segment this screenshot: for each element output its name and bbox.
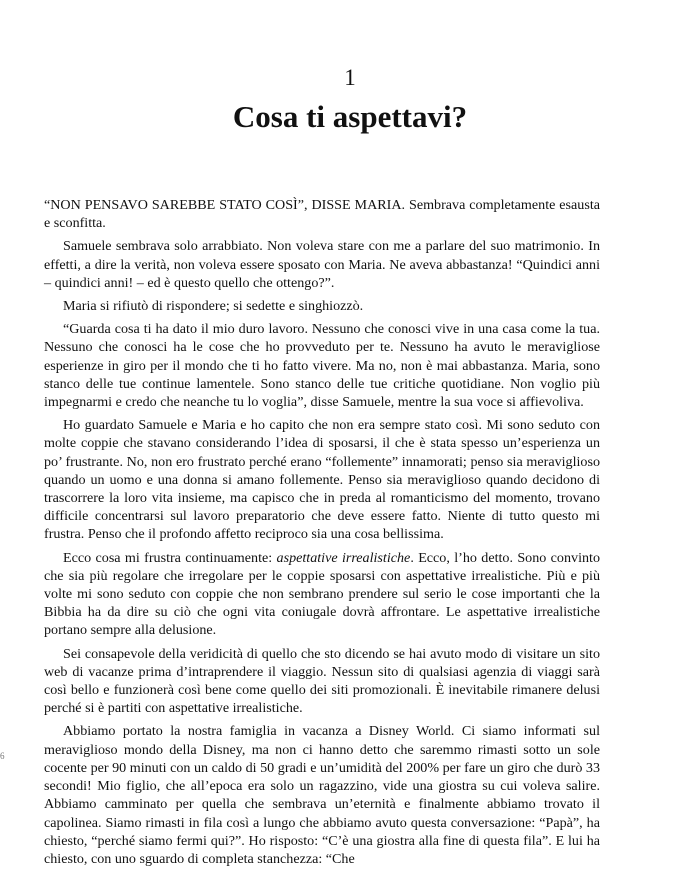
body-paragraph (44, 297, 600, 315)
paragraph-text: Ho guardato Samuele e Maria e ho capito che non era sempre stato così. Mi sono seduto con molte coppie che stavano considerando l’idea di sposarsi, il che è stata spesso un’esperienza un po’ frustrante. No, non ero frustrato perché erano “follemente” innamorati; penso sia meraviglioso quando un uomo e una donna si amano follemente. Penso sia meraviglioso quando decidono di trascorrere la loro vita insieme, ma capisco che in preda al romanticismo del momento, trovano difficile concentrarsi sul lavoro preparatorio che deve essere fatto. Niente di tutto questo mi frustra. Penso che il profondo affetto reciproco sia una cosa bellissima. (44, 417, 600, 543)
italic-emphasis: aspettative irrealistiche (276, 549, 411, 566)
chapter-number: 1 (344, 65, 356, 90)
body-paragraph (44, 237, 600, 292)
paragraph-text: . Ecco, l’ho detto. Sono convinto che sia più regolare che irregolare per le coppie sposarsi con aspettative irrealistiche. Più e più volte mi sono seduto con coppie che non sembrano prendere sul serio le cose importanti che la Bibbia ha da dire su ciò che ogni vita coniugale dovrà affrontare. Le aspettative irrealistiche portano sempre alla delusione. (44, 549, 600, 639)
paragraph-text: Abbiamo portato la nostra famiglia in vacanza a Disney World. Ci siamo informati sul meraviglioso mondo della Disney, ma non ci hanno detto che saremmo rimasti sotto un sole cocente per 90 minuti con un caldo di 50 gradi e un’umidità del 200% per fare un giro che durò 33 secondi! Mio figlio, che all’epoca era solo un ragazzino, vide una giostra su cui voleva salire. Abbiamo camminato per quella che sembrava un’eternità e finalmente abbiamo trovato il capolinea. Siamo rimasti in fila così a lungo che abbiamo avuto questa conversazione: “Papà”, ha chiesto, “perché siamo fermi qui?”. Ho risposto: “C’è una giostra alla fine di questa fila”. E lui ha chiesto, con uno sguardo di completa stanchezza: “Che (44, 723, 600, 867)
page-number: 6 (0, 751, 5, 761)
body-paragraph (44, 196, 600, 232)
paragraph-text: “Guarda cosa ti ha dato il mio duro lavoro. Nessuno che conosci vive in una casa come la tua. Nessuno che conosci ha le cose che ho provveduto per te. Nessuno ha avuto le meravigliose esperienze in giro per il mondo che ti ho fatto vivere. Ma no, non è mai abbastanza. Maria, sono stanco delle tue continue lamentele. Sono stanco delle tue critiche quotidiane. Non voglio più impegnarmi e credo che neanche tu lo voglia”, disse Samuele, mentre la sua voce si affievoliva. (44, 321, 600, 411)
paragraph-text: “NON PENSAVO SAREBBE STATO COSÌ”, DISSE MARIA. Sembrava completamente esausta e sconfitta. (44, 197, 600, 232)
body-paragraph (44, 320, 600, 411)
paragraph-text: Sei consapevole della veridicità di quello che sto dicendo se hai avuto modo di visitare un sito web di vacanze prima d’intraprendere il viaggio. Nessun sito di qualsiasi agenzia di viaggi sarà così bello e funzionerà così bene come quello dei siti promozionali. È inevitabile rimanere delusi perché si è partiti con aspettative irrealistiche. (44, 645, 600, 717)
body-paragraph (44, 549, 600, 640)
paragraph-text: Ecco cosa mi frustra continuamente: (63, 549, 277, 566)
paragraph-text: Maria si rifiutò di rispondere; si sedette e singhiozzò. (63, 298, 364, 315)
paragraph-text: Samuele sembrava solo arrabbiato. Non voleva stare con me a parlare del suo matrimonio. In effetti, a dire la verità, non voleva essere sposato con Maria. Ne aveva abbastanza! “Quindici anni – quindici anni! – ed è questo quello che ottengo?”. (44, 238, 600, 291)
body-paragraph (44, 722, 600, 868)
body-paragraph (44, 645, 600, 718)
chapter-body (44, 196, 600, 873)
chapter-title: Cosa ti aspettavi? (232, 99, 468, 134)
body-paragraph (44, 416, 600, 543)
